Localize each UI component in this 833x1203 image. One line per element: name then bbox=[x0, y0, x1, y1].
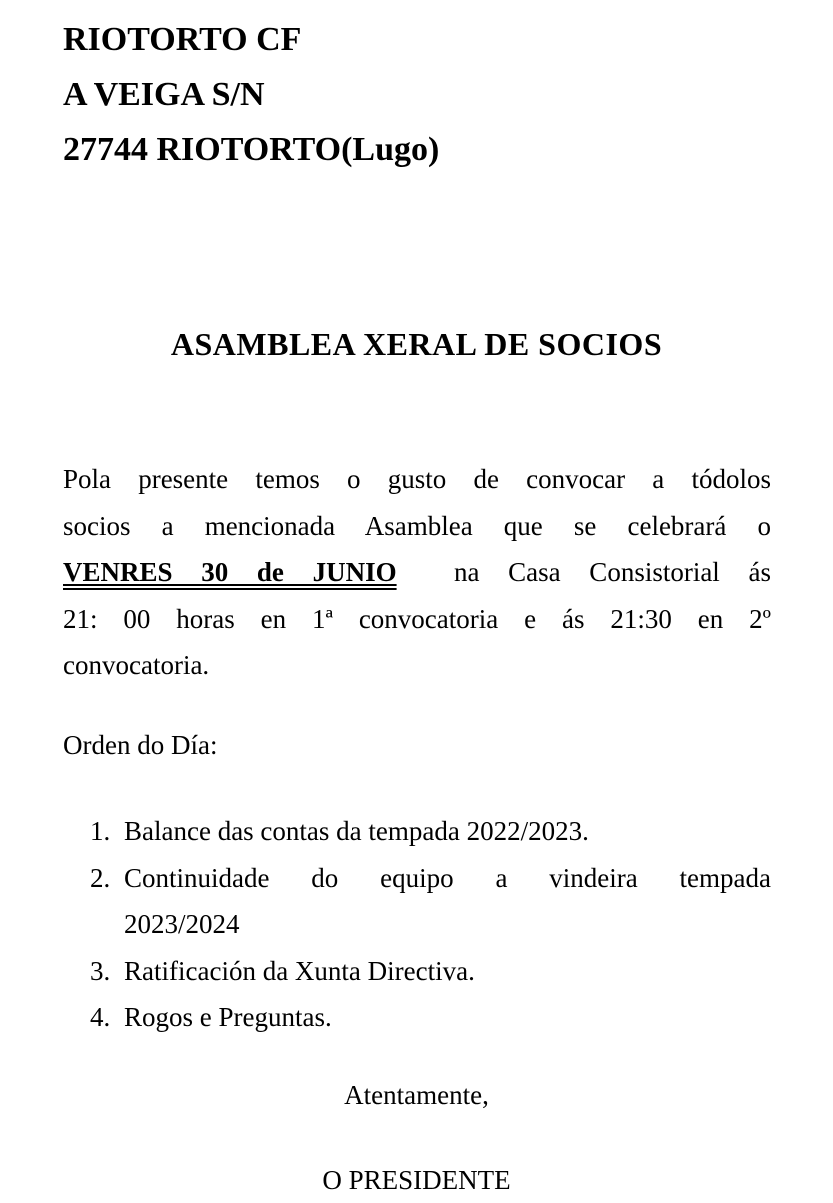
agenda-item-text: Rogos e Preguntas. bbox=[124, 1002, 332, 1032]
meeting-date-highlight: VENRES 30 de JUNIO bbox=[63, 557, 397, 587]
agenda-list bbox=[90, 808, 771, 1041]
agenda-item-text: Balance das contas da tempada 2022/2023. bbox=[124, 816, 589, 846]
paragraph-line-5: convocatoria. bbox=[63, 650, 210, 680]
agenda-item-number: 3. bbox=[90, 955, 111, 986]
agenda-item bbox=[90, 994, 771, 1041]
club-name: RIOTORTO CF bbox=[63, 21, 302, 58]
paragraph-line-1: Pola presente temos o gusto de convocar a tódolos bbox=[63, 464, 771, 494]
agenda-item bbox=[90, 855, 771, 948]
paragraph-line-4: 21: 00 horas en 1ª convocatoria e ás 21:30 en 2º bbox=[63, 603, 771, 634]
agenda-item-number: 4. bbox=[90, 1002, 111, 1032]
club-address-block bbox=[63, 12, 439, 177]
agenda-item-text-continued: 2023/2024 bbox=[124, 909, 240, 939]
document-title: ASAMBLEA XERAL DE SOCIOS bbox=[170, 326, 663, 362]
paragraph-line-3 bbox=[63, 549, 771, 596]
agenda-heading: Orden do Día: bbox=[63, 730, 218, 760]
agenda-item bbox=[90, 808, 771, 855]
paragraph-line-2: socios a mencionada Asamblea que se celebrará o bbox=[63, 510, 771, 541]
meeting-location-text: na Casa Consistorial ás bbox=[453, 557, 771, 587]
agenda-item-number: 2. bbox=[90, 862, 111, 893]
signer-title: O PRESIDENTE bbox=[322, 1165, 511, 1195]
agenda-item bbox=[90, 948, 771, 995]
agenda-item-text: Ratificación da Xunta Directiva. bbox=[124, 955, 475, 986]
club-street: A VEIGA S/N bbox=[63, 76, 265, 113]
agenda-item-number: 1. bbox=[90, 816, 111, 846]
club-city: 27744 RIOTORTO(Lugo) bbox=[63, 131, 440, 168]
closing-salutation: Atentamente, bbox=[344, 1080, 489, 1110]
convocation-paragraph bbox=[63, 456, 771, 689]
agenda-item-text: Continuidade do equipo a vindeira tempada bbox=[124, 862, 771, 893]
